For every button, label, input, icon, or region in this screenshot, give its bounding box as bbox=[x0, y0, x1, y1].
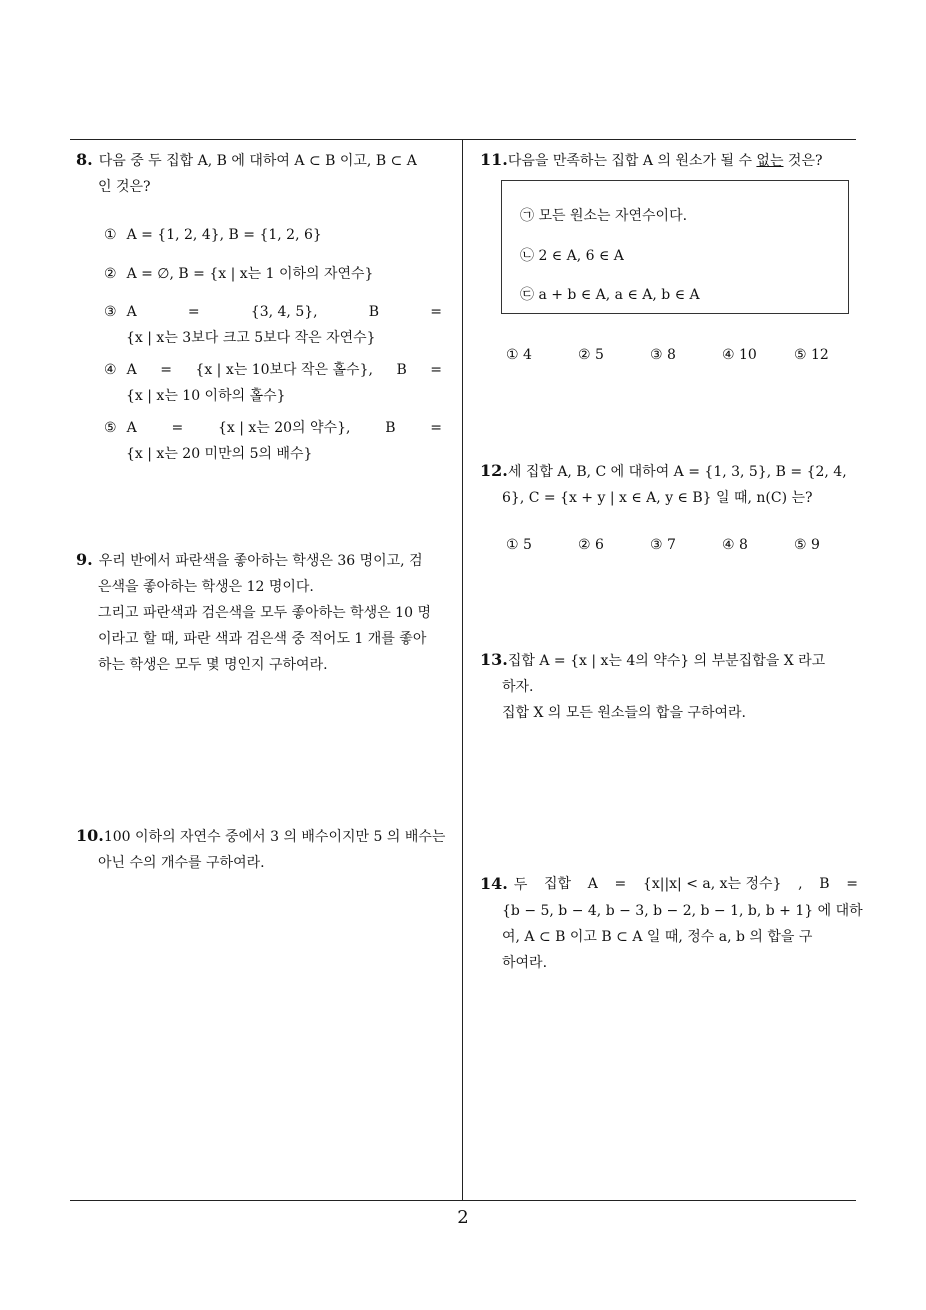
option-2: ② A = ∅, B = {x | x는 1 이하의 자연수} bbox=[104, 266, 374, 282]
question-12: 12.세 집합 A, B, C 에 대하여 A = {1, 3, 5}, B = {2, 4, 6}, C = {x + y | x ∈ A, y ∈ B} 일 때, n(C) 는? bbox=[480, 461, 847, 506]
option-5: ⑤ A = {x | x는 20의 약수}, B = {x | x는 20 미만의 5의 배수} bbox=[104, 420, 442, 462]
question-number: 13. bbox=[480, 650, 508, 669]
question-number: 8. bbox=[76, 150, 93, 169]
page-number: 2 bbox=[457, 1207, 469, 1228]
question-text: 다음 중 두 집합 A, B 에 대하여 A ⊂ B 이고, B ⊂ A bbox=[98, 153, 417, 169]
option-1: ① A = {1, 2, 4}, B = {1, 2, 6} bbox=[104, 227, 322, 243]
option-3: ③ A = {3, 4, 5}, B = {x | x는 3보다 크고 5보다 작은 자연수} bbox=[104, 304, 442, 346]
choice-5: ⑤ 12 bbox=[794, 347, 829, 363]
question-number: 10. bbox=[76, 826, 104, 845]
question-10: 10.100 이하의 자연수 중에서 3 의 배수이지만 5 의 배수는 아닌 수의 개수를 구하여라. bbox=[76, 826, 446, 871]
question-13: 13.집합 A = {x | x는 4의 약수} 의 부분집합을 X 라고 하자. 집합 X 의 모든 원소들의 합을 구하여라. bbox=[480, 650, 826, 721]
choice-1: ① 4 bbox=[506, 347, 532, 363]
choice-1: ① 5 bbox=[506, 537, 532, 553]
bottom-rule bbox=[70, 1200, 856, 1201]
question-number: 9. bbox=[76, 550, 93, 569]
choice-4: ④ 8 bbox=[722, 537, 748, 553]
option-4: ④ A = {x | x는 10보다 작은 홀수}, B = {x | x는 10 이하의 홀수} bbox=[104, 362, 442, 404]
answer-choices bbox=[506, 537, 820, 553]
question-number: 11. bbox=[480, 150, 508, 169]
question-number: 14. bbox=[480, 874, 508, 893]
condition-3: ㉢ a + b ∈ A, a ∈ A, b ∈ A bbox=[520, 287, 700, 303]
question-9: 9. 우리 반에서 파란색을 좋아하는 학생은 36 명이고, 검 은색을 좋아하는 학생은 12 명이다. 그리고 파란색과 검은색을 모두 좋아하는 학생은 10 명 이라고 할 때, 파란 색과 검은색 중 적어도 1 개를 좋아 하는 학생은 모두 몇 명인지 구하여라. bbox=[76, 550, 431, 673]
question-8 bbox=[76, 147, 456, 200]
answer-choices bbox=[506, 347, 829, 363]
column-divider bbox=[462, 139, 463, 1201]
question-number: 12. bbox=[480, 461, 508, 480]
top-rule bbox=[70, 139, 856, 140]
choice-5: ⑤ 9 bbox=[794, 537, 820, 553]
question-11: 11.다음을 만족하는 집합 A 의 원소가 될 수 없는 것은? bbox=[480, 150, 823, 169]
choice-3: ③ 7 bbox=[650, 537, 676, 553]
conditions-box bbox=[501, 180, 849, 314]
choice-2: ② 5 bbox=[578, 347, 604, 363]
question-14: 14. 두 집합 A = {x||x| < a, x는 정수} , B = {b − 5, b − 4, b − 3, b − 2, b − 1, b, b + 1} 에 대하 여, A ⊂ B 이고 B ⊂ A 일 때, 정수 a, b 의 합을 구 하여라. bbox=[480, 874, 863, 971]
condition-1: ㉠ 모든 원소는 자연수이다. bbox=[520, 208, 688, 224]
question-text: 인 것은? bbox=[98, 179, 151, 195]
condition-2: ㉡ 2 ∈ A, 6 ∈ A bbox=[520, 248, 624, 264]
choice-4: ④ 10 bbox=[722, 347, 757, 363]
choice-2: ② 6 bbox=[578, 537, 604, 553]
choice-3: ③ 8 bbox=[650, 347, 676, 363]
